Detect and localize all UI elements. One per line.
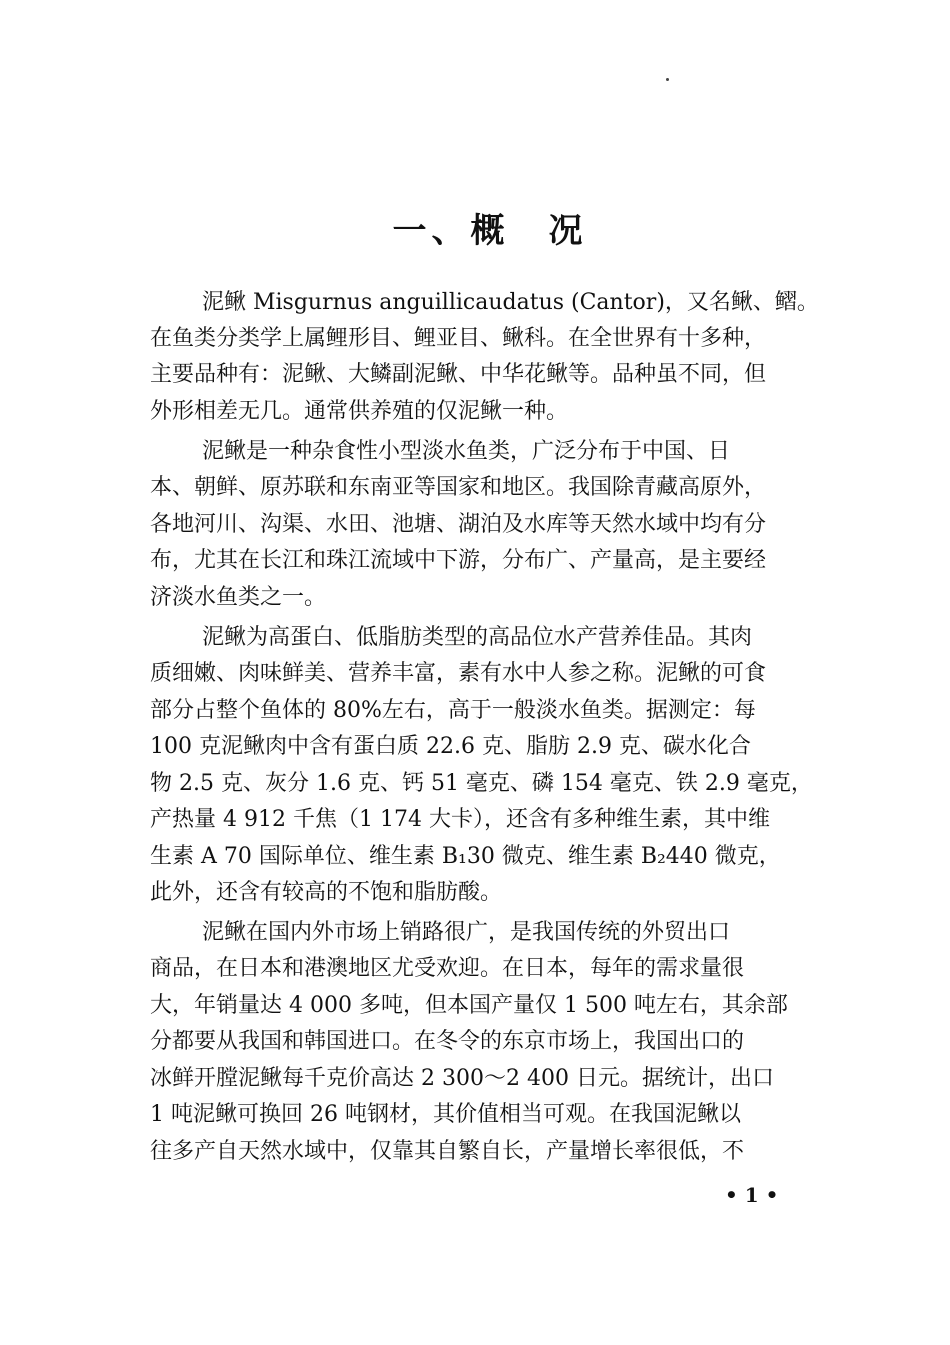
text-line: 泥鳅是一种杂食性小型淡水鱼类，广泛分布于中国、日 (202, 439, 731, 464)
text-line: 质细嫩、肉味鲜美、营养丰富，素有水中人参之称。泥鳅的可食 (150, 661, 767, 686)
text-line: 在鱼类分类学上属鲤形目、鲤亚目、鳅科。在全世界有十多种， (150, 326, 767, 351)
text-line: 物 2.5 克、灰分 1.6 克、钙 51 毫克、磷 154 毫克、铁 2.9 毫克， (150, 771, 813, 796)
text-line: 本、朝鲜、原苏联和东南亚等国家和地区。我国除青藏高原外， (150, 475, 767, 500)
page-number: • 1 • (725, 1183, 779, 1207)
scan-speck (666, 78, 669, 81)
text-line: 大，年销量达 4 000 多吨，但本国产量仅 1 500 吨左右，其余部 (150, 993, 788, 1018)
text-line: 济淡水鱼类之一。 (150, 585, 327, 610)
text-line: 1 吨泥鳅可换回 26 吨钢材，其价值相当可观。在我国泥鳅以 (150, 1102, 741, 1127)
text-line: 100 克泥鳅肉中含有蛋白质 22.6 克、脂肪 2.9 克、碳水化合 (150, 734, 751, 759)
text-line: 生素 A 70 国际单位、维生素 B₁30 微克、维生素 B₂440 微克， (150, 844, 781, 869)
text-line: 分都要从我国和韩国进口。在冬令的东京市场上，我国出口的 (150, 1029, 745, 1054)
text-line: 各地河川、沟渠、水田、池塘、湖泊及水库等天然水域中均有分 (150, 512, 767, 537)
text-line: 布，尤其在长江和珠江流域中下游，分布广、产量高，是主要经 (150, 548, 767, 573)
text-line: 冰鲜开膛泥鳅每千克价高达 2 300～2 400 日元。据统计，出口 (150, 1066, 774, 1091)
text-line: 泥鳅在国内外市场上销路很广，是我国传统的外贸出口 (202, 920, 731, 945)
chapter-title: 一、概 况 (392, 211, 588, 251)
text-line: 此外，还含有较高的不饱和脂肪酸。 (150, 880, 503, 905)
text-line: 外形相差无几。通常供养殖的仅泥鳅一种。 (150, 399, 569, 424)
text-line: 主要品种有：泥鳅、大鳞副泥鳅、中华花鳅等。品种虽不同，但 (150, 362, 767, 387)
text-line: 商品，在日本和港澳地区尤受欢迎。在日本，每年的需求量很 (150, 956, 745, 981)
text-line: 泥鳅 Misgurnus anguillicaudatus (Cantor)，又名鳅、鳛。 (202, 290, 819, 315)
text-line: 往多产自天然水域中，仅靠其自繁自长，产量增长率很低，不 (150, 1139, 745, 1164)
text-line: 泥鳅为高蛋白、低脂肪类型的高品位水产营养佳品。其肉 (202, 625, 753, 650)
text-line: 产热量 4 912 千焦（1 174 大卡），还含有多种维生素，其中维 (150, 807, 770, 832)
text-line: 部分占整个鱼体的 80%左右，高于一般淡水鱼类。据测定：每 (150, 698, 756, 723)
